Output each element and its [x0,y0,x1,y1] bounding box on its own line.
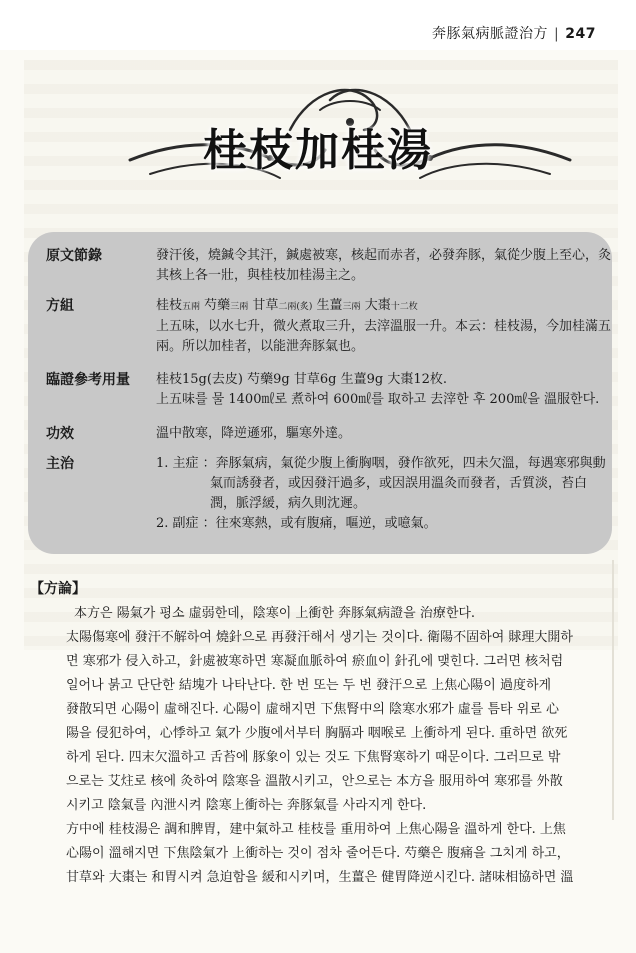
paragraph-line: 本方은 陽氣가 평소 虛弱한데，陰寒이 上衝한 奔豚氣病證을 治療한다. [74,606,476,621]
herb-name: 生薑 [316,298,343,313]
running-header [432,23,596,43]
header-separator: | [554,26,560,42]
text-line: 桂枝15g(去皮) 芍藥9g 甘草6g 生薑9g 大棗12枚. [156,372,447,387]
paragraph-line: 陽을 侵犯하여，心悸하고 氣가 少腹에서부터 胸膈과 咽喉로 上衝하게 된다. 重하면 欲死 [66,726,568,741]
section-label: 臨證參考用量 [46,372,130,388]
paragraph-line: 하게 된다. 四末欠溫하고 舌苔에 豚象이 있는 것도 下焦腎寒하기 때문이다. 그러므로 밖 [66,750,561,765]
paragraph-line: 으로는 艾炷로 核에 灸하여 陰寒을 溫散시키고，안으로는 本方을 服用하여 寒邪를 外散 [66,774,563,789]
text-line: 1. 主症 ：奔豚氣病，氣從少腹上衝胸咽，發作欲死，四未欠溫，每遇寒邪與動 [156,456,606,471]
paragraph-line: 心陽이 溫해지면 下焦陰氣가 上衝하는 것이 점차 줄어든다. 芍藥은 腹痛을 그치게 하고， [66,846,570,861]
text-line: 潤，脈浮緩，病久則沈遲。 [210,496,367,511]
commentary-heading: 【方論】 [30,581,86,597]
paragraph-line: 方中에 桂枝湯은 調和脾胃，建中氣하고 桂枝를 重用하여 上焦心陽을 溫하게 한다. 上焦 [66,822,566,837]
summary-box [28,232,612,554]
section-label: 原文節錄 [46,248,102,264]
section-label: 方組 [46,298,74,314]
text-line: 兩。所以加桂者，以能泄奔豚氣也。 [156,339,365,354]
paragraph-line: 시키고 陰氣를 內泄시켜 陰寒上衝하는 奔豚氣를 사라지게 한다. [66,798,427,813]
page-title: 桂枝加桂湯 [203,125,433,176]
text-line: 氣而誘發者，或因發汗過多，或因誤用溫灸而發者，舌質淡，苔白 [210,476,588,491]
paragraph-line: 太陽傷寒에 發汗不解하여 燒針으로 再發汗해서 생기는 것이다. 衛陽不固하여 賕理大開하 [66,630,573,645]
section-label: 主治 [46,456,74,472]
paragraph-line: 甘草와 大棗는 和胃시켜 急迫함을 緩和시키며，生薑은 健胃降逆시킨다. 諸味相協하면 溫 [66,870,574,885]
herb-name: 芍藥 [204,298,231,313]
text-line: 上五味，以水七升，微火煮取三升，去滓溫服一升。本云：桂枝湯，今加桂滿五 [156,319,612,334]
herb-dose: 十二枚 [390,302,418,312]
text-line: 溫中散寒，降逆遜邪，驅寒外達。 [156,426,352,441]
page-number: 247 [565,26,596,42]
text-line: 2. 副症 ：往來寒熱，或有腹痛，嘔逆，或噫氣。 [156,516,437,531]
herb-name: 大棗 [364,298,391,313]
herb-name: 甘草 [252,298,279,313]
page-header [0,0,636,50]
paragraph-line: 일어나 붉고 단단한 結塊가 나타난다. 한 번 또는 두 번 發汗으로 上焦心陽이 過度하게 [66,678,552,693]
herb-dose: 二兩(炙) [278,302,313,312]
herb-dose: 三兩 [342,302,361,312]
herb-dose: 三兩 [230,302,249,312]
text-line: 發汗後，燒鍼令其汗，鍼處被寒，核起而赤者，必發奔豚，氣從少腹上至心，灸 [156,248,612,263]
paragraph-line: 發散되면 心陽이 虛해진다. 心陽이 虛해지면 下焦腎中의 陰寒水邪가 虛를 틈타 위로 心 [66,702,559,717]
decorative-rule [612,560,614,820]
herb-name: 桂枝 [156,298,183,313]
text-line: 上五味를 물 1400㎖로 煮하여 600㎖를 取하고 去滓한 후 200㎖을 溫服한다. [156,392,600,407]
commentary-body [66,602,602,890]
chapter-title: 奔豚氣病脈證治方 [432,26,549,42]
text-line: 其核上各一壯，與桂枝加桂湯主之。 [156,268,365,283]
section-label: 功效 [46,426,74,442]
herb-dose: 五兩 [182,302,201,312]
paragraph-line: 면 寒邪가 侵入하고，針處被寒하면 寒凝血脈하여 瘀血이 針孔에 맺힌다. 그러면 核처럼 [66,654,564,669]
herb-list [156,296,602,317]
